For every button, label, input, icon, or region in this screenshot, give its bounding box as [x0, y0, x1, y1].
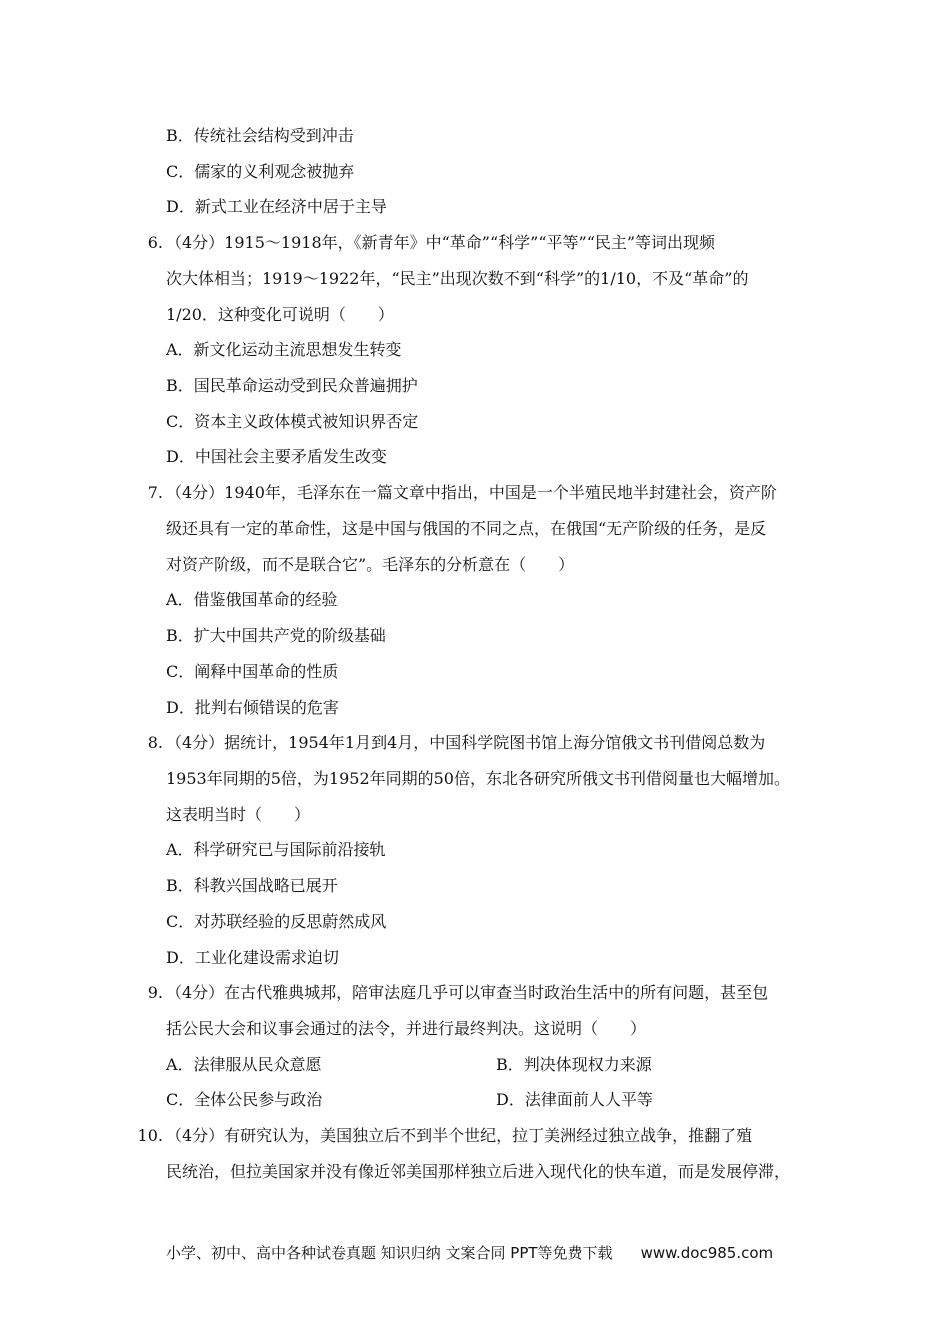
option: D．中国社会主要矛盾发生改变 — [166, 447, 387, 467]
question-text: （4分）据统计，1954年1月到4月，中国科学院图书馆上海分馆俄文书刊借阅总数为 — [166, 733, 766, 753]
question-text: 次大体相当；1919～1922年，“民主”出现次数不到“科学”的1/10，不及“革命”的 — [166, 268, 749, 288]
question-text: （4分）在古代雅典城邦，陪审法庭几乎可以审查当时政治生活中的所有问题，甚至包 — [166, 983, 769, 1003]
option: D．法律面前人人平等 — [496, 1090, 653, 1110]
question-text: 民统治，但拉美国家并没有像近邻美国那样独立后进入现代化的快车道，而是发展停滞， — [166, 1161, 791, 1181]
question-text: 括公民大会和议事会通过的法令，并进行最终判决。这说明（ ） — [166, 1018, 647, 1038]
option: A．法律服从民众意愿 — [166, 1054, 322, 1074]
option: C．全体公民参与政治 — [166, 1090, 323, 1110]
question-9 — [0, 975, 950, 1011]
option: D．新式工业在经济中居于主导 — [166, 197, 387, 217]
option: C．儒家的义利观念被抛弃 — [166, 161, 355, 181]
question-number: 8. — [147, 733, 163, 753]
question-text: （4分）有研究认为，美国独立后不到半个世纪，拉丁美洲经过独立战争，推翻了殖 — [166, 1126, 753, 1146]
question-text: 对资产阶级，而不是联合它”。毛泽东的分析意在（ ） — [166, 554, 575, 574]
option-row — [0, 1082, 950, 1118]
option: D．批判右倾错误的危害 — [166, 697, 339, 717]
question-text: 级还具有一定的革命性，这是中国与俄国的不同之点，在俄国“无产阶级的任务，是反 — [166, 518, 767, 538]
option: B．科教兴国战略已展开 — [166, 876, 338, 896]
question-number: 6. — [147, 233, 163, 253]
option: B．判决体现权力来源 — [496, 1054, 652, 1074]
footer-link[interactable]: www.doc985.com — [640, 1244, 774, 1262]
question-text: 1/20．这种变化可说明（ ） — [166, 304, 394, 324]
option: C．对苏联经验的反思蔚然成风 — [166, 911, 387, 931]
question-text: 1953年同期的5倍，为1952年同期的50倍，东北各研究所俄文书刊借阅量也大幅增加。 — [166, 768, 790, 788]
option: A．借鉴俄国革命的经验 — [166, 590, 338, 610]
question-text: （4分）1915～1918年，《新青年》中“革命”“科学”“平等”“民主”等词出现频 — [166, 233, 716, 253]
document-page — [0, 118, 950, 1190]
option: A．科学研究已与国际前沿接轨 — [166, 840, 386, 860]
question-number: 7. — [147, 483, 163, 503]
option: B．国民革命运动受到民众普遍拥护 — [166, 376, 418, 396]
question-7 — [0, 475, 950, 511]
question-8 — [0, 725, 950, 761]
option: B．传统社会结构受到冲击 — [166, 126, 354, 145]
question-6 — [0, 225, 950, 261]
question-number: 9. — [147, 983, 163, 1003]
question-text: 这表明当时（ ） — [166, 804, 311, 824]
question-text: （4分）1940年，毛泽东在一篇文章中指出，中国是一个半殖民地半封建社会，资产阶 — [166, 483, 777, 503]
footer-text: 小学、初中、高中各种试卷真题 知识归纳 文案合同 PPT等免费下载 — [166, 1244, 613, 1262]
option: C．资本主义政体模式被知识界否定 — [166, 411, 419, 431]
option: C．阐释中国革命的性质 — [166, 661, 339, 681]
option: D．工业化建设需求迫切 — [166, 947, 339, 967]
question-number: 10. — [137, 1126, 163, 1146]
option-row — [0, 1047, 950, 1083]
option: A．新文化运动主流思想发生转变 — [166, 340, 402, 360]
question-10 — [0, 1118, 950, 1154]
footer — [166, 1242, 773, 1263]
option: B．扩大中国共产党的阶级基础 — [166, 626, 386, 646]
